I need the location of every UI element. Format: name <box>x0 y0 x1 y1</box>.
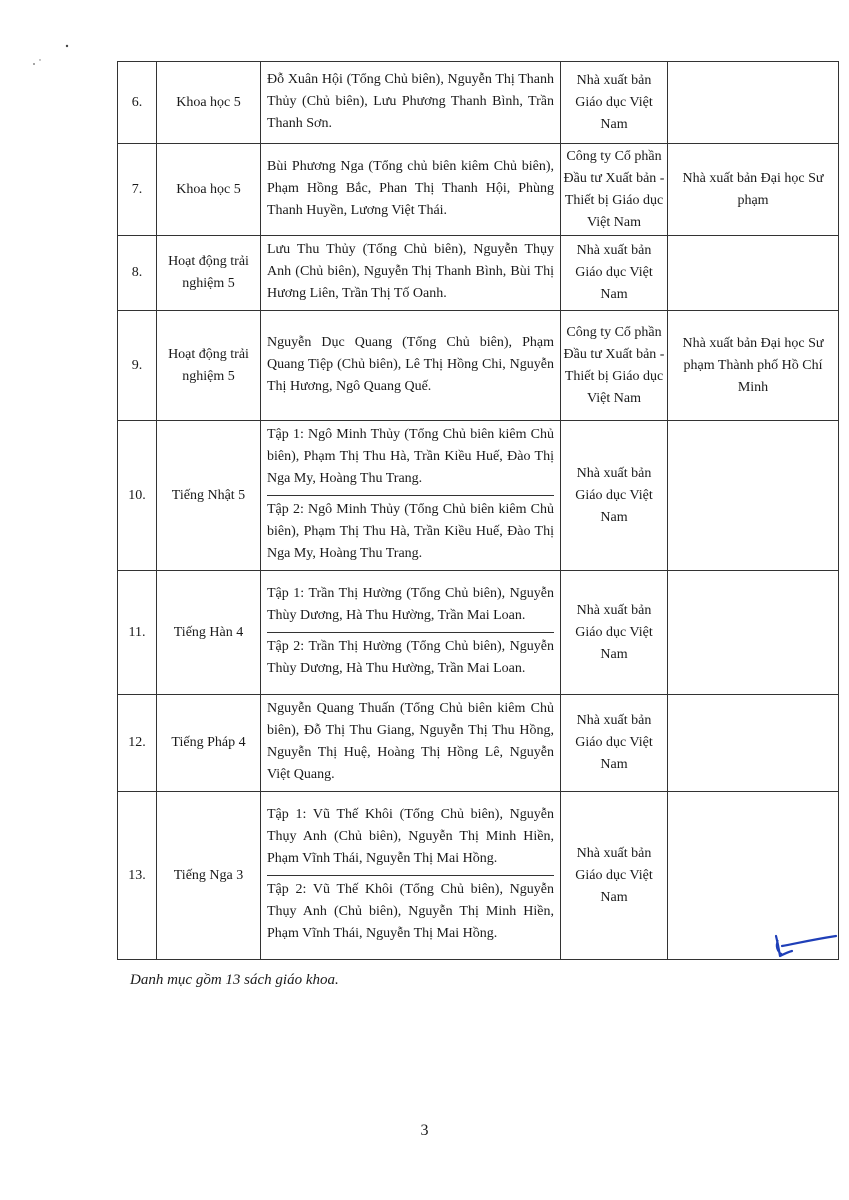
row-number: 9. <box>118 311 157 421</box>
publisher: Công ty Cổ phần Đầu tư Xuất bản - Thiết bị Giáo dục Việt Nam <box>561 311 668 421</box>
distributor <box>668 571 839 695</box>
authors-cell <box>261 236 561 311</box>
table-row <box>118 792 839 960</box>
signature-mark <box>770 932 840 962</box>
publisher: Nhà xuất bản Giáo dục Việt Nam <box>561 62 668 144</box>
textbook-table-container <box>117 61 838 960</box>
table-row <box>118 62 839 144</box>
publisher: Nhà xuất bản Giáo dục Việt Nam <box>561 236 668 311</box>
authors-cell <box>261 792 561 960</box>
table-row <box>118 236 839 311</box>
publisher: Nhà xuất bản Giáo dục Việt Nam <box>561 571 668 695</box>
row-number: 13. <box>118 792 157 960</box>
distributor: Nhà xuất bản Đại học Sư phạm Thành phố Hồ Chí Minh <box>668 311 839 421</box>
author-volume: Tập 1: Vũ Thế Khôi (Tổng Chủ biên), Nguyễn Thụy Anh (Chủ biên), Nguyễn Thị Minh Hiền, Phạm Vĩnh Thái, Nguyễn Thị Mai Hồng. <box>267 807 554 866</box>
book-title: Tiếng Hàn 4 <box>157 571 261 695</box>
book-title: Hoạt động trải nghiệm 5 <box>157 311 261 421</box>
author-volume: Tập 1: Trần Thị Hường (Tổng Chủ biên), Nguyễn Thùy Dương, Hà Thu Hường, Trần Mai Loan. <box>267 586 554 623</box>
page-number: 3 <box>420 1122 429 1139</box>
publisher: Công ty Cổ phần Đầu tư Xuất bản - Thiết bị Giáo dục Việt Nam <box>561 144 668 236</box>
book-title: Khoa học 5 <box>157 62 261 144</box>
author-volume: Đỗ Xuân Hội (Tổng Chủ biên), Nguyễn Thị Thanh Thủy (Chủ biên), Lưu Phương Thanh Bình, Trần Thanh Sơn. <box>267 71 554 131</box>
distributor <box>668 695 839 792</box>
table-row <box>118 144 839 236</box>
row-number: 10. <box>118 421 157 571</box>
table-body <box>118 62 839 960</box>
scan-specks <box>30 44 80 74</box>
authors-cell <box>261 695 561 792</box>
footer-note: Danh mục gồm 13 sách giáo khoa. <box>130 972 339 988</box>
distributor: Nhà xuất bản Đại học Sư phạm <box>668 144 839 236</box>
book-title: Tiếng Pháp 4 <box>157 695 261 792</box>
authors-cell <box>261 311 561 421</box>
distributor <box>668 62 839 144</box>
book-title: Khoa học 5 <box>157 144 261 236</box>
row-number: 8. <box>118 236 157 311</box>
row-number: 7. <box>118 144 157 236</box>
publisher: Nhà xuất bản Giáo dục Việt Nam <box>561 421 668 571</box>
row-number: 12. <box>118 695 157 792</box>
author-volume: Tập 1: Ngô Minh Thủy (Tổng Chủ biên kiêm Chủ biên), Phạm Thị Thu Hà, Trần Kiều Huế, Đào Thị Nga My, Hoàng Thu Trang. <box>267 427 554 486</box>
table-row <box>118 695 839 792</box>
row-number: 11. <box>118 571 157 695</box>
distributor <box>668 236 839 311</box>
authors-cell <box>261 62 561 144</box>
authors-cell <box>261 571 561 695</box>
book-title: Tiếng Nhật 5 <box>157 421 261 571</box>
distributor <box>668 421 839 571</box>
author-volume: Tập 2: Ngô Minh Thủy (Tổng Chủ biên kiêm Chủ biên), Phạm Thị Thu Hà, Trần Kiều Huế, Đào Thị Nga My, Hoàng Thu Trang. <box>267 495 554 570</box>
book-title: Tiếng Nga 3 <box>157 792 261 960</box>
book-title: Hoạt động trải nghiệm 5 <box>157 236 261 311</box>
table-row <box>118 571 839 695</box>
textbook-table <box>117 61 839 960</box>
publisher: Nhà xuất bản Giáo dục Việt Nam <box>561 792 668 960</box>
authors-cell <box>261 144 561 236</box>
publisher: Nhà xuất bản Giáo dục Việt Nam <box>561 695 668 792</box>
author-volume: Tập 2: Vũ Thế Khôi (Tổng Chủ biên), Nguyễn Thụy Anh (Chủ biên), Nguyễn Thị Minh Hiền, Phạm Vĩnh Thái, Nguyễn Thị Mai Hồng. <box>267 875 554 950</box>
authors-cell <box>261 421 561 571</box>
author-volume: Nguyễn Quang Thuấn (Tổng Chủ biên kiêm Chủ biên), Đỗ Thị Thu Giang, Nguyễn Thị Thu Hồng, Nguyễn Thị Huệ, Hoàng Thị Hồng Lê, Nguyễn Việt Quang. <box>267 701 554 782</box>
author-volume: Nguyễn Dục Quang (Tổng Chủ biên), Phạm Quang Tiệp (Chủ biên), Lê Thị Hồng Chi, Nguyễn Thị Hương, Ngô Quang Quế. <box>267 334 554 394</box>
table-row <box>118 311 839 421</box>
author-volume: Lưu Thu Thủy (Tổng Chủ biên), Nguyễn Thụy Anh (Chủ biên), Nguyễn Thị Thanh Bình, Bùi Thị Hương Liên, Trần Thị Tố Oanh. <box>267 242 554 301</box>
author-volume: Bùi Phương Nga (Tổng chủ biên kiêm Chủ biên), Phạm Hồng Bắc, Phan Thị Thanh Hội, Phùng Thanh Huyền, Lương Việt Thái. <box>267 158 554 218</box>
table-row <box>118 421 839 571</box>
author-volume: Tập 2: Trần Thị Hường (Tổng Chủ biên), Nguyễn Thùy Dương, Hà Thu Hường, Trần Mai Loan. <box>267 632 554 685</box>
row-number: 6. <box>118 62 157 144</box>
